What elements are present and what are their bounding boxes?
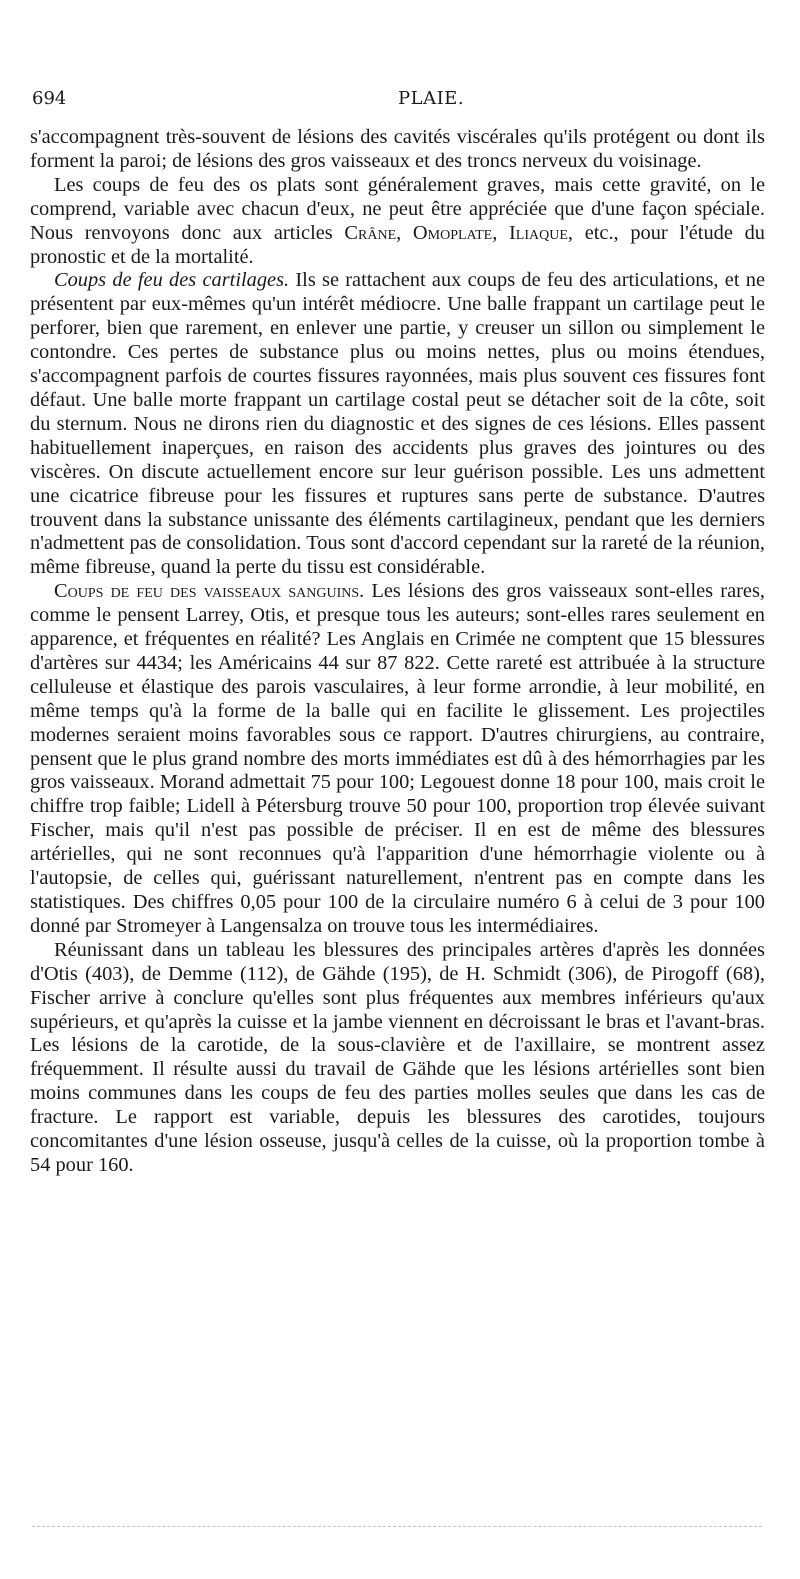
footer-rule bbox=[32, 1526, 762, 1527]
article-ref-iliaque: Iliaque bbox=[509, 221, 568, 244]
separator: , bbox=[492, 221, 510, 244]
paragraph-text: Ils se rattachent aux coups de feu des articulations, et ne présentent par eux-mêmes qu'un intérêt médiocre. Une balle frappant un cartilage peut le perforer, bien que rarement, en enlever une partie, y creuser un sillon ou simplement le contondre. Ces pertes de substance plus ou moins nettes, plus ou moins étendues, s'accompagnent parfois de courtes fissures rayonnées, mais plus souvent ces fissures font défaut. Une balle morte frappant un cartilage costal peut se détacher soit de la côte, soit du sternum. Nous ne dirons rien du diagnostic et des signes de ces lésions. Elles passent habituellement inaperçues, en raison des accidents plus graves des jointures ou des viscères. On discute actuellement encore sur leur guérison possible. Les uns admettent une cicatrice fibreuse pour les fissures et ruptures sans perte de substance. D'autres trouvent dans la substance unissante des éléments cartilagineux, pendant que les derniers n'admettent pas de consolidation. Tous sont d'accord cependant sur la rareté de la réunion, même fibreuse, quand la perte du tissu est considérable. bbox=[30, 269, 765, 579]
paragraph-text: , etc., pour l'étude du pronostic et de la mortalité. bbox=[30, 221, 765, 268]
paragraph-text: Les lésions des gros vaisseaux sont-elles rares, comme le pensent Larrey, Otis, et presque tous les auteurs; sont-elles rares seulement en apparence, et fréquentes en réalité? Les Anglais en Crimée ne comptent que 15 blessures d'artères sur 4434; les Américains 44 sur 87 822. Cette rareté est attribuée à la structure celluleuse et élastique des parois vasculaires, à leur forme arrondie, à leur mobilité, en même temps qu'à la forme de la balle qui en facilite le glissement. Les projectiles modernes seraient moins favorables sous ce rapport. D'autres chirurgiens, au contraire, pensent que le plus grand nombre des morts immédiates est dû à des hémorrhagies par les gros vaisseaux. Morand admettait 75 pour 100; Legouest donne 18 pour 100, mais croit le chiffre trop faible; Lidell à Pétersburg trouve 50 pour 100, proportion trop élevée suivant Fischer, mais qu'il n'est pas possible de préciser. Il en est de même des blessures artérielles, qui ne sont reconnues qu'à l'apparition d'une hémorrhagie violente ou à l'autopsie, de celles qui, guérissant naturellement, n'entrent pas en compte dans les statistiques. Des chiffres 0,05 pour 100 de la circulaire numéro 6 à celui de 3 pour 100 donné par Stromeyer à Langensalza on trouve tous les intermédiaires. bbox=[30, 580, 765, 937]
article-ref-crane: Crâne bbox=[344, 221, 397, 244]
paragraph-continuation: s'accompagnent très-souvent de lésions des cavités viscérales qu'ils protégent ou dont ils forment la paroi; de lésions des gros vaisseaux et des troncs nerveux du voisinage. bbox=[30, 126, 765, 172]
section-heading-cartilages: Coups de feu des cartilages. bbox=[54, 269, 290, 292]
paragraph-text: Les coups de feu des os plats sont généralement graves, mais cette gravité, on le comprend, variable avec chacun d'eux, ne peut être appréciée que d'une façon spéciale. Nous renvoyons donc aux articles bbox=[30, 173, 765, 244]
article-ref-omoplate: Omoplate bbox=[412, 221, 493, 244]
separator: , bbox=[396, 221, 413, 244]
paragraph-tableau: Réunissant dans un tableau les blessures des principales artères d'après les données d'Otis (403), de Demme (112), de Gähde (195), de H. Schmidt (306), de Pirogoff (68), Fischer arrive à conclure qu'elles sont plus fréquentes aux membres inférieurs qu'aux supérieurs, et qu'après la cuisse et la jambe viennent en décroissant le bras et l'avant-bras. Les lésions de la carotide, de la sous-clavière et de l'axillaire, se montrent assez fréquemment. Il résulte aussi du travail de Gähde que les lésions artérielles sont bien moins communes dans les coups de feu des parties molles seules que dans les cas de fracture. Le rapport est variable, depuis les blessures des carotides, toujours concomitantes d'une lésion osseuse, jusqu'à celles de la cuisse, où la proportion tombe à 54 pour 160. bbox=[30, 938, 765, 1176]
running-title: PLAIE. bbox=[398, 88, 465, 109]
paragraph-cartilages bbox=[30, 269, 765, 580]
paragraph-os-plats bbox=[30, 174, 765, 270]
page-number: 694 bbox=[32, 88, 67, 109]
section-heading-vaisseaux: Coups de feu des vaisseaux sanguins. bbox=[54, 580, 365, 603]
body-text bbox=[30, 126, 765, 1178]
paragraph-vaisseaux bbox=[30, 580, 765, 939]
page-header bbox=[30, 88, 760, 116]
